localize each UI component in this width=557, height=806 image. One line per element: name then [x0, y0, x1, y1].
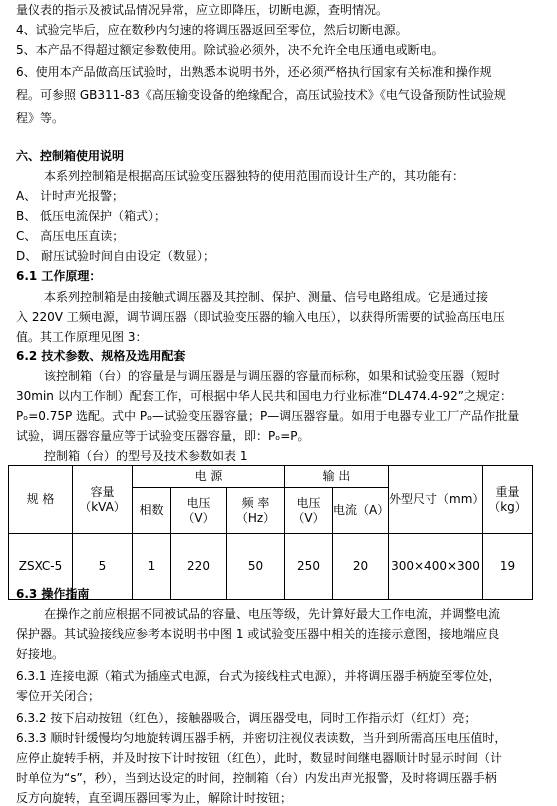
text-line: 本系列控制箱是根据高压试验变压器独特的使用范围而设计生产的，其功能有： [44, 169, 465, 183]
text-line: 零位开关闭合； [16, 689, 101, 703]
text-line: D、 耐压试验时间自由设定（数显）； [16, 249, 216, 263]
text-line: 试验，调压器容量应等于试验变压器容量，即：Pₒ=P。 [16, 429, 310, 443]
header-frequency: 频 率 （Hz） [227, 488, 285, 534]
header-size: 外型尺寸（mm） [389, 466, 483, 534]
text-line: 6.3.3 顺时针缓慢均匀地旋转调压器手柄，并密切注视仪表读数，当升到所需高压电压值时， [16, 731, 507, 745]
text-line: 6.3.2 按下启动按钮（红色），接触器吸合，调压器受电，同时工作指示灯（红灯）亮； [16, 711, 477, 725]
header-output-current: 电流（A） [333, 488, 389, 534]
section-heading: 六、控制箱使用说明 [16, 149, 125, 163]
cell-model: ZSXC-5 [9, 534, 73, 600]
header-capacity: 容量 （kVA） [73, 466, 133, 534]
header-output-voltage: 电压 （V） [285, 488, 333, 534]
text-line: 6.3.1 连接电源（箱式为插座式电源，台式为接线柱式电源），并将调压器手柄旋至零位处， [16, 669, 501, 683]
cell-size: 300×400×300 [389, 534, 483, 600]
header-spec: 规 格 [9, 466, 73, 534]
cell-phase: 1 [133, 534, 171, 600]
header-voltage: 电压 （V） [171, 488, 227, 534]
header-phase: 相数 [133, 488, 171, 534]
header-output: 输 出 [285, 466, 389, 488]
text-line: 4、试验完毕后，应在数秒内匀速的将调压器返回至零位，然后切断电源。 [16, 23, 408, 37]
text-line: A、 计时声光报警； [16, 189, 125, 203]
text-line: 在操作之前应根据不同被试品的容量、电压等级，先计算好最大工作电流，并调整电流 [44, 607, 501, 621]
text-line: 程。可参照 GB311-83《高压输变设备的绝缘配合，高压试验技术》《电气设备预防性试验规 [16, 88, 506, 102]
text-line: 值。其工作原理见图 3： [16, 330, 148, 344]
text-line: 好接地。 [16, 647, 65, 661]
header-source: 电 源 [133, 466, 285, 488]
cell-output-current: 20 [333, 534, 389, 600]
text-line: 5、本产品不得超过额定参数使用。除试验必须外，决不允许全电压通电或断电。 [16, 43, 444, 57]
text-line: 保护器。其试验接线应参考本说明书中图 1 或试验变压器中相关的连接示意图，接地端应良 [16, 627, 500, 641]
text-line: 该控制箱（台）的容量是与调压器是与调压器的容量而标称，如果和试验变压器（短时 [44, 369, 501, 383]
text-line: 6、使用本产品做高压试验时，出熟悉本说明书外，还必须严格执行国家有关标准和操作规 [16, 65, 492, 79]
cell-output-voltage: 250 [285, 534, 333, 600]
text-line: 应停止旋转手柄，并及时按下计时按钮（红色），此时，数显时间继电器顺计时显示时间（计 [16, 751, 503, 765]
spec-table [8, 465, 533, 600]
text-line: 控制箱（台）的型号及技术参数如表 1 [44, 449, 248, 463]
cell-capacity: 5 [73, 534, 133, 600]
text-line: 30min 以内工作制）配套工作，可根据中华人民共和国电力行业标准“DL474.4-92”之规定： [16, 389, 513, 403]
text-line: Pₒ=0.75P 选配。式中 Pₒ—试验变压器容量；P—调压器容量。如用于电器专业工厂产品作批量 [16, 409, 520, 423]
text-line: 本系列控制箱是由接触式调压器及其控制、保护、测量、信号电路组成。它是通过接 [44, 290, 489, 304]
section-heading: 6.1 工作原理： [16, 269, 102, 283]
text-line: 量仪表的指示及被试品情况异常，应立即降压，切断电源，查明情况。 [16, 3, 389, 17]
cell-voltage: 220 [171, 534, 227, 600]
cell-weight: 19 [483, 534, 533, 600]
text-line: 程》等。 [16, 111, 65, 125]
section-heading: 6.3 操作指南 [16, 587, 90, 601]
section-heading: 6.2 技术参数、规格及选用配套 [16, 349, 186, 363]
text-line: 入 220V 工频电源，调节调压器（即试验变压器的输入电压），以获得所需要的试验高压电压 [16, 310, 505, 324]
text-line: B、 低压电流保护（箱式）； [16, 209, 167, 223]
text-line: C、 高压电压直读； [16, 229, 125, 243]
text-line: 时单位为“s”，秒），当到达设定的时间，控制箱（台）内发出声光报警，及时将调压器手柄 [16, 771, 497, 785]
cell-frequency: 50 [227, 534, 285, 600]
header-weight: 重量 （kg） [483, 466, 533, 534]
text-line: 反方向旋转，直至调压器回零为止，解除计时按钮； [16, 791, 293, 805]
